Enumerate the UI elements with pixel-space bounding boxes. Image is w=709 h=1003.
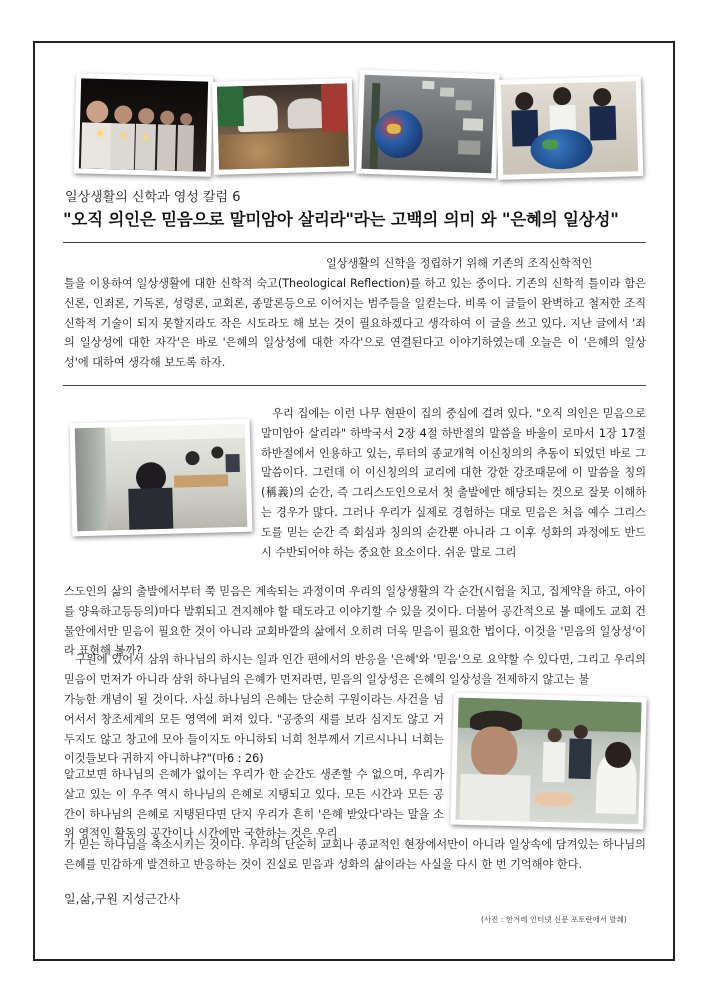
paragraph-3-full: 가 믿는 하나님을 축소시키는 것이다. 우리의 단순히 교회나 종교적인 현장에서만이 아니라 일상속에 담겨있는 하나님의 은혜를 민감하게 발견하고 반응하는 것이 진실로 믿음과 성화의 삶이라는 사실을 다시 한 번 기억해야 한다. bbox=[64, 838, 646, 871]
photo-elderly-man bbox=[450, 692, 646, 829]
paragraph-1-full: 스도인의 삶의 출발에서부터 쭉 믿음은 계속되는 과정이며 우리의 일상생활의 각 순간(시험을 치고, 집계약을 하고, 아이를 양육하고등등의)마다 발휘되고 견지해야 할 태도라고 이야기할 수 있을 것이다. 더불어 공간적으로 볼 때에도 교회 건물안에서만 믿음이 필요한 것이 아니라 교회바깥의 삶에서 오히려 더욱 믿음이 필요한 법이다. 이것을 '믿음의 일상성'이라 표현해 볼까? bbox=[64, 585, 646, 658]
author: 일,삶,구원 지성근간사 bbox=[64, 892, 180, 906]
photo-classroom-exam bbox=[70, 419, 253, 537]
paragraph-3-left: 알고보면 하나님의 은혜가 없이는 우리가 한 순간도 생존할 수 없으며, 우리가 살고 있는 이 우주 역시 하나님의 은혜로 지탱되고 있다. 모든 시간과 모든 공간이 하나님의 은혜로 지탱된다면 단지 우리가 흔히 '은혜 받았다'라는 말을 소위 영적인 활동의 공간이나 시간에만 국한하는 것은 우리 bbox=[64, 768, 444, 841]
divider-top bbox=[63, 242, 646, 243]
photo-globe-traffic bbox=[356, 70, 500, 179]
intro-paragraph: 틀을 이용하여 일상생활에 대한 신학적 숙고(Theological Reflection)를 하고 있는 중이다. 기존의 신학적 틀이라 함은 신론, 인죄론, 기독론, 성령론, 교회론, 종말론등으로 이어지는 범주들을 일컫는다. 비록 이 글들이 완벽하고 철저한 조직신학적 기술이 되지 못할지라도 작은 시도라도 해 보는 것이 필요하겠다고 생각하여 이 글을 쓰고 있다. 지난 글에서 '죄의 일상성에 대한 자각'은 바로 '은혜의 일상성에 대한 자각'으로 연결된다고 이야기하였는데 오늘은 이 '은혜의 일상성'에 대하여 생각해 보도록 하자. bbox=[64, 277, 646, 370]
photo-students-group bbox=[496, 76, 644, 180]
paragraph-1-right: 우리 집에는 이런 나무 현판이 집의 중심에 걸려 있다. "오직 의인은 믿음으로 말미암아 살리라" 하박국서 2장 4절 하반절의 말씀을 바울이 로마서 1장 17절 하반절에서 인용하고 있는, 루터의 종교개혁 이신칭의의 추동이 되었던 바로 그 말씀이다. 그런데 이 이신칭의의 교리에 대한 강한 강조때문에 이 말씀을 칭의(稱義)의 순간, 즉 그리스도인으로서 첫 출발에만 해당되는 것으로 잘못 이해하는 경우가 많다. 그러나 우리가 실제로 경험하는 대로 믿음은 처음 예수 그리스도를 믿는 순간 즉 회심과 칭의의 순간뿐 아니라 그 이후 성화의 과정에도 반드시 수반되어야 하는 중요한 요소이다. 쉬운 말로 그리 bbox=[261, 407, 646, 559]
photo-candlelight-nurses bbox=[74, 73, 214, 177]
headline: "오직 의인은 믿음으로 말미암아 살리라"라는 고백의 의미 와 "은혜의 일상성" bbox=[63, 210, 619, 229]
series-title: 일상생활의 신학과 영성 칼럼 6 bbox=[65, 190, 241, 205]
photo-coin-collection bbox=[212, 78, 354, 175]
paragraph-2-left: 가능한 개념이 될 것이다. 사실 하나님의 은혜는 단순히 구원이라는 사건을 넘어서서 창조세계의 모든 영역에 퍼져 있다. "공중의 새를 보라 심지도 않고 거두지도 않고 창고에 모아 들이지도 아니하되 너희 천부께서 기르시나니 너희는 이것들보다 귀하지 아니하냐?"(마6 : 26) bbox=[64, 693, 444, 766]
intro-line1: 일상생활의 신학을 정립하기 위해 기존의 조직신학적인 bbox=[326, 257, 593, 270]
divider-mid bbox=[63, 385, 646, 386]
photo-credit: (사진 : 한겨레 인터넷 신문 포토란에서 발췌) bbox=[481, 915, 627, 924]
paragraph-2-full: 구원에 있어서 삼위 하나님의 하시는 일과 인간 편에서의 반응을 '은혜'와 '믿음'으로 요약할 수 있다면, 그리고 우리의 믿음이 먼저가 아니라 삼위 하나님의 은혜가 먼저라면, 믿음의 일상성은 은혜의 일상성을 전제하지 않고는 불 bbox=[64, 653, 646, 686]
